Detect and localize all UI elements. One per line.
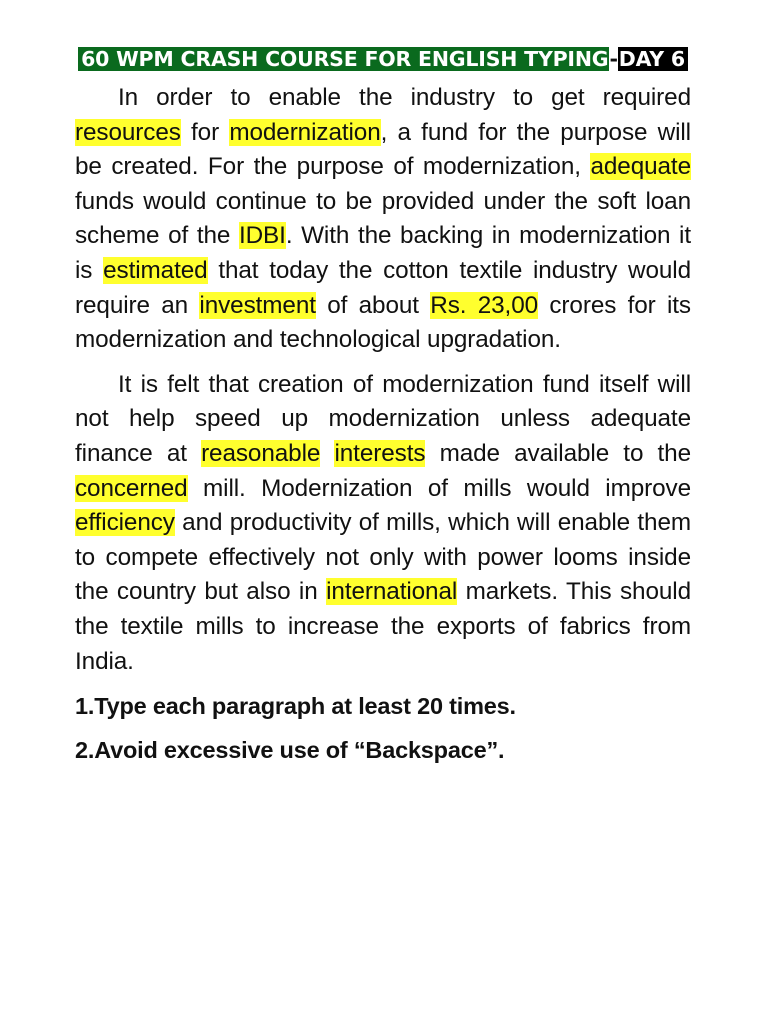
title-row xyxy=(75,44,691,75)
paragraph-text: It is felt that creation of modernization fund itself will not help speed up modernization unless adequate finance at xyxy=(75,370,691,467)
highlighted-word: estimated xyxy=(103,256,208,284)
highlighted-word: resources xyxy=(75,118,181,146)
highlighted-word: concerned xyxy=(75,474,188,502)
title-day-badge: DAY 6 xyxy=(618,47,688,71)
paragraph-text: . With the backing in modernization it is xyxy=(75,222,692,284)
highlighted-word: interests xyxy=(334,439,426,467)
highlighted-word: investment xyxy=(199,291,316,319)
highlighted-word: reasonable xyxy=(201,439,321,467)
body-paragraphs xyxy=(75,81,691,679)
highlighted-word: modernization xyxy=(229,118,381,146)
paragraph-text: mill. Modernization of mills would improve xyxy=(187,474,691,502)
highlighted-word: international xyxy=(326,578,458,606)
document-page xyxy=(75,44,691,767)
highlighted-word: IDBI xyxy=(238,222,286,250)
paragraph-text: that today the cotton textile industry would require an xyxy=(75,256,691,319)
paragraph-text: , a fund for the purpose will be created. For the purpose of modernization, xyxy=(75,118,691,181)
paragraph-2 xyxy=(75,368,691,679)
title-separator: - xyxy=(609,47,618,71)
title-main-text: 60 WPM CRASH COURSE FOR ENGLISH TYPING xyxy=(78,47,609,71)
paragraph-text: funds would continue to be provided under the soft loan scheme of the xyxy=(75,187,691,250)
highlighted-word: Rs. 23,00 xyxy=(430,291,539,319)
paragraph-text: crores for its modernization and technological upgradation. xyxy=(75,291,691,354)
highlighted-word: adequate xyxy=(590,153,691,181)
highlighted-word: efficiency xyxy=(75,509,175,537)
paragraph-text: markets. This should the textile mills to increase the exports of fabrics from India. xyxy=(75,578,691,675)
paragraph-text: made available to the xyxy=(425,439,692,467)
paragraph-text: and productivity of mills, which will enable them to compete effectively not only with power looms inside the country but also in xyxy=(75,509,691,606)
paragraph-text: for xyxy=(180,118,230,146)
instruction-1: 1.Type each paragraph at least 20 times. xyxy=(75,693,516,720)
paragraph-text: of about xyxy=(315,291,431,319)
document-title xyxy=(78,44,688,75)
instruction-2: 2.Avoid excessive use of “Backspace”. xyxy=(75,737,505,764)
paragraph-text: In order to enable the industry to get required xyxy=(118,84,691,111)
paragraph-1 xyxy=(75,81,691,358)
paragraph-text xyxy=(320,440,334,467)
